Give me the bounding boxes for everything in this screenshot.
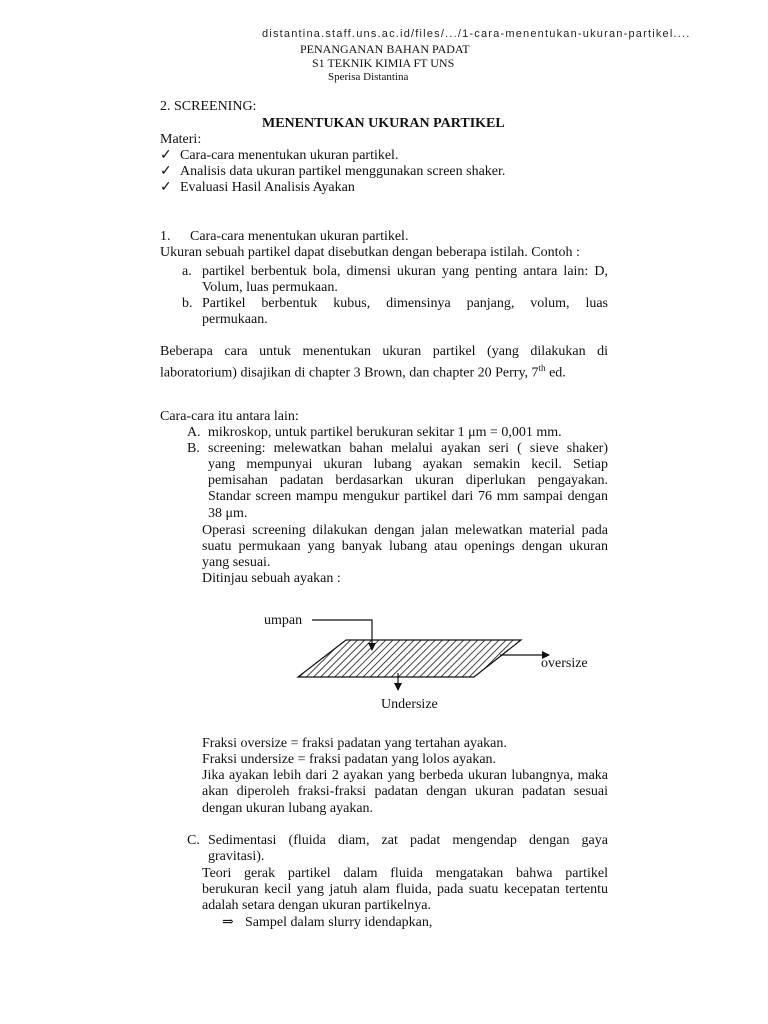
paragraph-line: Teori gerak partikel dalam fluida mengatakan bahwa partikel <box>202 866 608 881</box>
paragraph-line: laboratorium) disajikan di chapter 3 Brown, dan chapter 20 Perry, 7th ed. <box>160 363 566 381</box>
paragraph-line: Sampel dalam slurry idendapkan, <box>245 915 433 930</box>
implies-arrow-icon: ⇒ <box>222 915 234 930</box>
sieve-screen <box>298 640 521 677</box>
paragraph-line: Partikel berbentuk kubus, dimensinya panjang, volum, luas <box>202 296 608 311</box>
paragraph-line: Volum, luas permukaan. <box>202 280 338 295</box>
paragraph-line: Cara-cara itu antara lain: <box>160 409 299 424</box>
paragraph-line: akan diperoleh fraksi-fraksi padatan dengan ukuran padatan sesuai <box>202 784 608 799</box>
check-icon: ✓ <box>160 180 172 195</box>
materi-label: Materi: <box>160 132 202 147</box>
list-label: A. <box>187 425 201 440</box>
author-name: Sperisa Distantina <box>328 71 409 83</box>
program-name: S1 TEKNIK KIMIA FT UNS <box>312 56 455 70</box>
paragraph-line: Operasi screening dilakukan dengan jalan melewatkan material pada <box>202 523 608 538</box>
course-title: PENANGANAN BAHAN PADAT <box>300 42 470 56</box>
paragraph-line: Jika ayakan lebih dari 2 ayakan yang berbeda ukuran lubangnya, maka <box>202 768 608 783</box>
paragraph-line: Ditinjau sebuah ayakan : <box>202 571 341 586</box>
source-url: distantina.staff.uns.ac.id/files/.../1-cara-menentukan-ukuran-partikel.... <box>262 28 691 40</box>
paragraph-line: screening: melewatkan bahan melalui ayakan seri ( sieve shaker) <box>208 441 608 456</box>
page-title: MENENTUKAN UKURAN PARTIKEL <box>262 116 505 131</box>
materi-item: ✓ Evaluasi Hasil Analisis Ayakan <box>160 180 355 195</box>
paragraph-line: yang mempunyai ukuran lubang ayakan semakin kecil. Setiap <box>208 457 608 472</box>
paragraph-line: Sedimentasi (fluida diam, zat padat mengendap dengan gaya <box>208 833 608 848</box>
paragraph-line: partikel berbentuk bola, dimensi ukuran yang penting antara lain: D, <box>202 264 608 279</box>
section-heading: 2. SCREENING: <box>160 99 257 114</box>
list-label: B. <box>187 441 200 456</box>
paragraph-line: yang sesuai. <box>202 555 271 570</box>
paragraph-line: 38 μm. <box>208 506 248 521</box>
paragraph-line: adalah setara dengan ukuran partikelnya. <box>202 898 431 913</box>
paragraph-line: suatu permukaan yang banyak lubang atau openings dengan ukuran <box>202 539 608 554</box>
paragraph-line: Fraksi undersize = fraksi padatan yang lolos ayakan. <box>202 752 497 767</box>
feed-label: umpan <box>264 613 303 628</box>
paragraph-line: berukuran kecil yang jatuh alam fluida, pada suatu kecepatan tertentu <box>202 882 608 897</box>
oversize-label: oversize <box>541 656 588 671</box>
list-label: C. <box>187 833 200 848</box>
paragraph-line: pemisahan padatan berdasarkan ukuran diperlukan pengayakan. <box>208 473 608 488</box>
paragraph-line: mikroskop, untuk partikel berukuran sekitar 1 μm = 0,001 mm. <box>208 425 562 440</box>
paragraph-line: Ukuran sebuah partikel dapat disebutkan dengan beberapa istilah. Contoh : <box>160 245 580 260</box>
section-number: 1. <box>160 229 171 244</box>
paragraph-line: gravitasi). <box>208 849 265 864</box>
materi-item: ✓ Cara-cara menentukan ukuran partikel. <box>160 148 399 163</box>
materi-item: ✓ Analisis data ukuran partikel menggunakan screen shaker. <box>160 164 506 179</box>
undersize-label: Undersize <box>381 697 438 712</box>
paragraph-line: Standar screen mampu mengukur partikel dari 76 mm sampai dengan <box>208 489 608 504</box>
list-label: a. <box>182 264 192 279</box>
check-icon: ✓ <box>160 148 172 163</box>
paragraph-line: Beberapa cara untuk menentukan ukuran partikel (yang dilakukan di <box>160 344 608 359</box>
check-icon: ✓ <box>160 164 172 179</box>
paragraph-line: dengan ukuran lubang ayakan. <box>202 801 374 816</box>
paragraph-line: Fraksi oversize = fraksi padatan yang tertahan ayakan. <box>202 736 507 751</box>
paragraph-line: permukaan. <box>202 312 268 327</box>
list-label: b. <box>182 296 193 311</box>
section-heading-1: Cara-cara menentukan ukuran partikel. <box>190 229 409 244</box>
